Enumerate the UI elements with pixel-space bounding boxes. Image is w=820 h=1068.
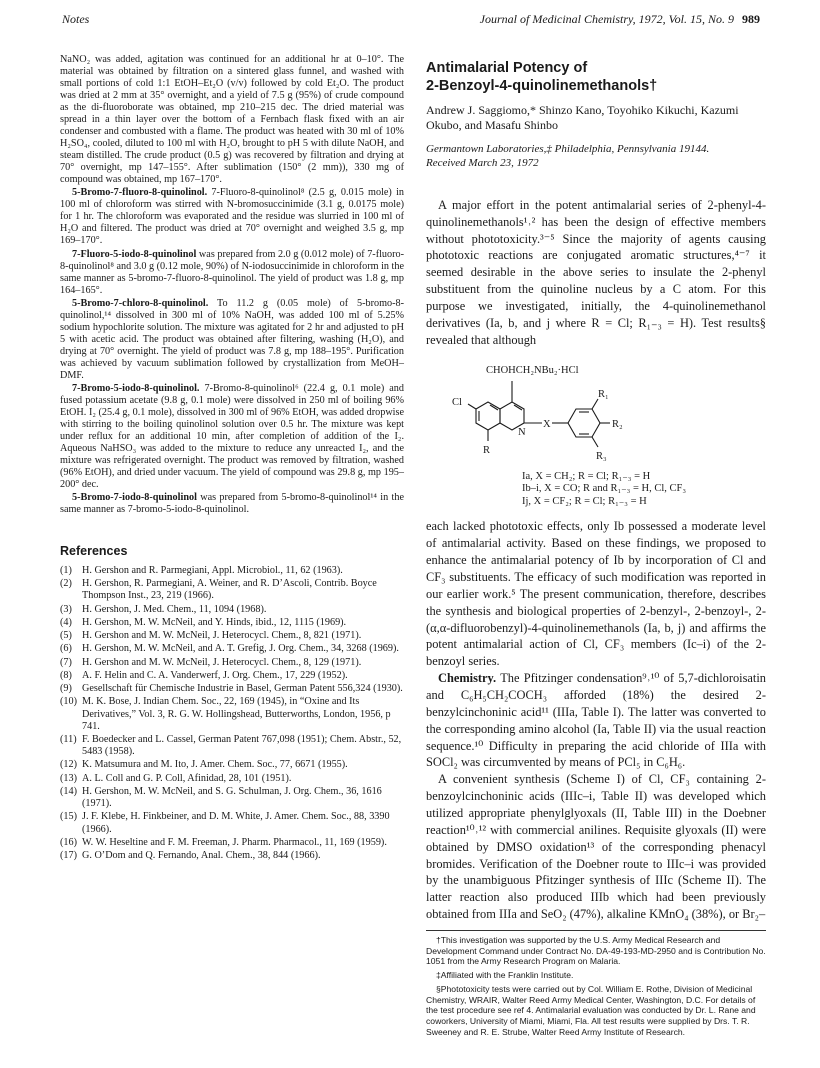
compound-heading: 7-Fluoro-5-iodo-8-quinolinol — [72, 248, 197, 260]
ring-nitrogen-label: N — [518, 426, 526, 438]
x-linker-label: X — [543, 418, 551, 430]
experimental-paragraph: 7-Bromo-5-iodo-8-quinolinol. 7-Bromo-8-quinolinol⁶ (22.4 g, 0.1 mole) and fused potassium acetate (9.8 g, 0.1 mole) were dissolved in 250 ml of boiling 96% EtOH. I₂ (25.4 g, 0.1 mole), dissolved in 300 ml of 96% EtOH, was added dropwise with stirring to the boiling quinolinol solution over 0.5 hr. The mixture was kept under reflux for an additional 10 min, after completion of addition of the I₂. Aqueous NaHSO₃ was added to the mixture to reduce any unreacted I₂, and the mixture was refrigerated overnight. The product was removed by filtration, washed (96% EtOH), and dried under vacuum. The yield of compound was 29.8 g, mp 195–200° dec. — [60, 382, 404, 491]
reference-item — [60, 811, 404, 835]
reference-number: (4) — [60, 616, 72, 628]
reference-item — [60, 683, 404, 695]
running-header-journal — [480, 12, 760, 27]
reference-item — [60, 759, 404, 771]
compound-heading: 5-Bromo-7-fluoro-8-quinolinol. — [72, 187, 208, 199]
footnote: §Phototoxicity tests were carried out by Col. William E. Rothe, Division of Medicinal Chemistry, WRAIR, Walter Reed Army Medical Center, Washington, D.C. For details of the test procedure see ref 4. Antimalarial evaluation was conducted by Dr. L. Rane and coworkers, University of Miami, Miami, Fla. All test results were supplied by Drs. T. R. Sweeney and R. E. Strube, Walter Reed Army Institute of Research. — [426, 983, 756, 1037]
footnotes — [426, 930, 766, 1041]
reference-number: (3) — [60, 603, 72, 615]
reference-text: K. Matsumura and M. Ito, J. Amer. Chem. Soc., 77, 6671 (1955). — [82, 759, 348, 771]
article-authors: Andrew J. Saggiomo,* Shinzo Kano, Toyohiko Kikuchi, Kazumi Okubo, and Masafu Shinbo — [426, 103, 739, 133]
running-header-section: Notes — [62, 12, 90, 26]
reference-item — [60, 565, 404, 577]
reference-text: H. Gershon, M. W. McNeil, and S. G. Schulman, J. Org. Chem., 36, 1616 (1971). — [82, 785, 382, 810]
quinolinemethanol-structure — [446, 359, 746, 465]
body-paragraph: each lacked phototoxic effects, only Ib possessed a moderate level of antimalarial activity. Based on these findings, we proposed to enhance the antimalarial potency of Ib by incorporation of Cl and CF₃ substituents. The efficacy of such modification was reported in our earlier work.⁵ The present communication, therefore, describes the synthesis and biological properties of 2-benzyl-, 2-benzoyl-, 2-(α,α-difluorobenzyl)-4-quinolinemethanols (Ia, b, j) and affirms the potent antimalarial action of Cl, CF₃ members (Ic–i) of the 2-benzoyl series. — [426, 519, 766, 669]
reference-number: (17) — [60, 850, 77, 862]
compound-definition: Ia, X = CH₂; R = Cl; R₁₋₃ = H — [522, 470, 651, 482]
article-title: Antimalarial Potency of 2-Benzoyl-4-quinolinemethanols† — [426, 60, 658, 94]
experimental-paragraph: 7-Fluoro-5-iodo-8-quinolinol was prepared from 2.0 g (0.012 mole) of 7-fluoro-8-quinolinol⁸ and 3.0 g (0.12 mole, 90%) of N-iodosuccinimide in chloroform in the same manner as 5-bromo-7-fluoro-8-quinolinol. The yield of product was 1.8 g, mp 164–165°. — [60, 248, 404, 296]
page-number: 989 — [742, 12, 760, 26]
references-heading: References — [60, 544, 128, 559]
reference-list — [60, 565, 404, 862]
reference-text: H. Gershon and M. W. McNeil, J. Heterocycl. Chem., 8, 129 (1971). — [82, 656, 362, 668]
compound-definition: Ib–i, X = CO; R and R₁₋₃ = H, Cl, CF₃ — [522, 483, 687, 495]
reference-item — [60, 578, 404, 602]
body-paragraph: A major effort in the potent antimalarial series of 2-phenyl-4-quinolinemethanols¹˒² has been the design of effective members without phototoxicity.³⁻⁵ Since the majority of agents causing phototoxic reactions are conjugated aromatic structures,⁴⁻⁷ it seemed desirable in the above series to insulate the 2-phenyl substituent from the quinoline nucleus by a C atom. For this purpose we investigated, initially, the 4-quinolinemethanol derivatives (Ia, b, and j where R = Cl; R₁₋₃ = H). Test results§ revealed that although — [426, 197, 766, 347]
reference-item — [60, 617, 404, 629]
reference-number: (5) — [60, 630, 72, 642]
reference-text: A. L. Coll and G. P. Coll, Afinidad, 28, 101 (1951). — [82, 772, 292, 784]
structure-diagram — [426, 359, 766, 465]
reference-text: H. Gershon and M. W. McNeil, J. Heterocycl. Chem., 8, 821 (1971). — [82, 630, 362, 642]
reference-number: (9) — [60, 683, 72, 695]
reference-number: (11) — [60, 733, 77, 745]
reference-number: (15) — [60, 811, 77, 823]
reference-text: J. F. Klebe, H. Finkbeiner, and D. M. White, J. Amer. Chem. Soc., 88, 3390 (1966). — [82, 811, 390, 835]
reference-text: M. K. Bose, J. Indian Chem. Soc., 22, 169 (1945), in “Oxine and Its Derivatives,” Vol. 3, R. G. W. Hollingshead, Butterworths, London, 1956, p 741. — [82, 696, 391, 732]
reference-number: (7) — [60, 656, 72, 668]
reference-item — [60, 696, 404, 733]
r-substituent-label: R — [483, 444, 491, 456]
compound-heading: 5-Bromo-7-chloro-8-quinolinol. — [72, 297, 209, 309]
reference-text: H. Gershon, J. Med. Chem., 11, 1094 (1968). — [82, 603, 267, 615]
section-heading-chemistry: Chemistry. — [438, 671, 497, 686]
reference-number: (1) — [60, 564, 72, 576]
reference-text: H. Gershon and R. Parmegiani, Appl. Microbiol., 11, 62 (1963). — [82, 564, 343, 576]
reference-text: H. Gershon, R. Parmegiani, A. Weiner, and R. D’Ascoli, Contrib. Boyce Thompson Inst., 23, 219 (1966). — [82, 578, 377, 602]
reference-number: (12) — [60, 759, 77, 771]
experimental-paragraph: 5-Bromo-7-iodo-8-quinolinol was prepared from 5-bromo-8-quinolinol¹⁴ in the same manner as 7-bromo-5-iodo-8-quinolinol. — [60, 492, 404, 516]
reference-text: H. Gershon, M. W. McNeil, and A. T. Grefig, J. Org. Chem., 34, 3268 (1969). — [82, 643, 399, 655]
reference-item — [60, 630, 404, 642]
r1-substituent-label: R₁ — [598, 388, 609, 400]
reference-number: (2) — [60, 578, 72, 590]
r3-substituent-label: R₃ — [596, 450, 607, 462]
reference-number: (6) — [60, 643, 72, 655]
right-column — [426, 60, 766, 923]
experimental-paragraph: 5-Bromo-7-chloro-8-quinolinol. To 11.2 g (0.05 mole) of 5-bromo-8-quinolinol,¹⁴ dissolved in 300 ml of 10% NaOH, was added 100 ml of 5.25% sodium hypochlorite solution. The mixture was agitated for 2 hr and adjusted to pH 5 with acetic acid. The product was obtained after filtering, washing (H₂O), and drying at 70° overnight. The yield of product was 7.8 g, mp 188–195°. Purification was achieved by vacuum sublimation followed by crystallization from MeOH–DMF. — [60, 297, 404, 381]
footnote: †This investigation was supported by the U.S. Army Medical Research and Development Command under Contract No. DA-49-193-MD-2950 and is Contribution No. 1051 from the Army Research Program on Malaria. — [426, 935, 766, 967]
reference-number: (14) — [60, 785, 77, 797]
article-affiliation: Germantown Laboratories,‡ Philadelphia, Pennsylvania 19144. Received March 23, 1972 — [426, 143, 766, 171]
reference-text: Gesellschaft für Chemische Industrie in Basel, German Patent 556,324 (1930). — [82, 683, 403, 695]
received-date: Received March 23, 1972 — [426, 157, 539, 170]
compound-heading: 7-Bromo-5-iodo-8-quinolinol. — [72, 382, 200, 394]
side-chain-label: CHOHCH₂NBu₂·HCl — [486, 364, 579, 376]
reference-number: (16) — [60, 836, 77, 848]
left-column — [60, 54, 404, 863]
reference-item — [60, 773, 404, 785]
compound-heading: 5-Bromo-7-iodo-8-quinolinol — [72, 492, 197, 504]
article-body — [426, 197, 766, 923]
reference-item — [60, 734, 404, 758]
experimental-paragraph: NaNO₂ was added, agitation was continued for an additional hr at 0–10°. The material was obtained by filtration on a sintered glass funnel, and washed with small portions of cold 1:1 EtOH–Et₂O (v/v) followed by cold Et₂O. The product was dried at 2 mm at 35° overnight, and a yield of 7.5 g (95%) of crude compound as the di-fluoroborate was obtained, mp 210–215 dec. The dried material was spread in a thin layer over the bottom of a Fernbach flask fixed with an air condenser and combusted with a flame. The product was heated with 30 ml of 10% H₂SO₄, cooled, diluted to 100 ml with H₂O, brought to pH 5 with dilute NaOH, and steam distilled. The crude product (0.5 g) was recovered by filtration and drying at 70° overnight, mp 147–155°. After sublimation (150° (2 mm)), 330 mg of compound was obtained, mp 167–170°. — [60, 54, 404, 186]
journal-citation: Journal of Medicinal Chemistry, 1972, Vol. 15, No. 9 — [479, 12, 734, 26]
compound-definitions — [522, 471, 766, 509]
reference-item — [60, 670, 404, 682]
reference-item — [60, 643, 404, 655]
reference-text: H. Gershon, M. W. McNeil, and Y. Hinds, ibid., 12, 1115 (1969). — [82, 616, 347, 628]
reference-item — [60, 837, 404, 849]
experimental-paragraph: 5-Bromo-7-fluoro-8-quinolinol. 7-Fluoro-8-quinolinol⁸ (2.5 g, 0.015 mole) in 100 ml of chloroform was stirred with N-bromosuccinimide (3.1 g, 0.0175 mole) for 1 hr. The chloroform was evaporated and the residue was slurried in 100 ml of H₂O and filtered. The product was dried at 70° overnight and weighed 3.5 g, mp 169–170°. — [60, 187, 404, 247]
footnote: ‡Affiliated with the Franklin Institute. — [436, 970, 574, 981]
reference-text: A. F. Helin and C. A. Vanderwerf, J. Org. Chem., 17, 229 (1952). — [82, 669, 348, 681]
footnote-rule — [426, 930, 766, 931]
reference-number: (8) — [60, 669, 72, 681]
compound-definition: Ij, X = CF₂; R = Cl; R₁₋₃ = H — [522, 495, 647, 507]
r2-substituent-label: R₂ — [612, 418, 623, 430]
reference-item — [60, 604, 404, 616]
reference-text: F. Boedecker and L. Cassel, German Patent 767,098 (1951); Chem. Abstr., 52, 5483 (1958). — [82, 733, 402, 758]
body-paragraph: A convenient synthesis (Scheme I) of Cl, CF₃ containing 2-benzoylcinchoninic acids (IIIc–i, Table II) was developed which utilized appropriate phenylglyoxals (II, Table III) in the Doebner reaction¹⁰˒¹² with commercial anilines. Requisite glyoxals (II) were obtained by DMSO oxidation¹³ of the corresponding phenacyl bromides. Verification of the Doebner route to IIIc–i was provided by the unambiguous Pfitzinger synthesis of IIIc (Scheme II). The latter reaction also produced IIIb which had been previously obtained from IIIa and SeO₂ (47%), alkaline KMnO₄ (38%), or Br₂– — [426, 772, 766, 922]
reference-number: (13) — [60, 772, 77, 784]
reference-item — [60, 786, 404, 810]
cl-substituent-label: Cl — [452, 396, 462, 408]
reference-item — [60, 850, 404, 862]
reference-number: (10) — [60, 696, 77, 708]
reference-text: G. O’Dom and Q. Fernando, Anal. Chem., 38, 844 (1966). — [82, 850, 321, 862]
body-paragraph: Chemistry. The Pfitzinger condensation⁹˒¹⁰ of 5,7-dichloroisatin and C₆H₅CH₂COCH₃ afforded (18%) the desired 2-benzylcinchoninic acid¹¹ (IIIa, Table I). The latter was converted to the corresponding amino alcohol (Ia, Table II) via the usual reaction sequence.¹⁰ Difficulty in preparing the acid chloride of IIIa with SOCl₂ was circumvented by means of PCl₅ in C₆H₆. — [426, 671, 766, 770]
reference-text: W. W. Heseltine and F. M. Freeman, J. Pharm. Pharmacol., 11, 169 (1959). — [82, 836, 387, 848]
reference-item — [60, 657, 404, 669]
